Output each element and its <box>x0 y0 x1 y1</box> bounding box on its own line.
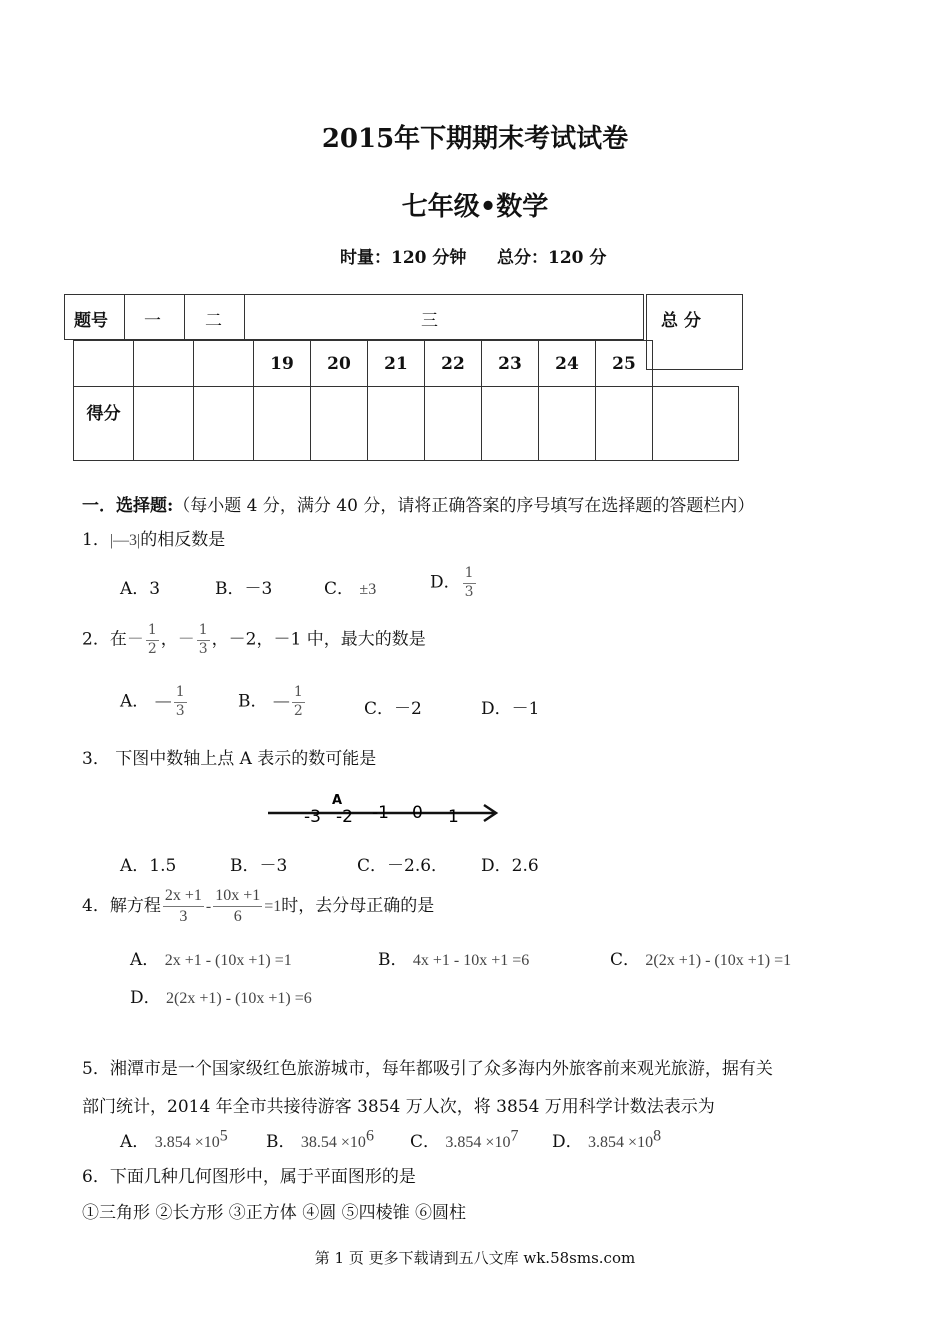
q-num: 1． <box>82 530 110 550</box>
opt-value: 2(2x +1) - (10x +1) =1 <box>645 952 792 969</box>
tick-label: -1 <box>372 803 389 823</box>
page-footer: 第 1 页 更多下载请到五八文库 wk.58sms.com <box>314 1249 636 1267</box>
opt-value: 38.54 ×10 <box>300 1134 366 1151</box>
fraction: $\frac{2x +1}{3}$ <box>164 887 202 925</box>
q2-option-a[interactable] <box>120 684 189 720</box>
question-5-line-1: 5．湘潭市是一个国家级红色旅游城市，每年都吸引了众多海内外旅客前来观光旅游，据有关 <box>82 1059 773 1079</box>
q2-option-d[interactable]: D．－1 <box>481 699 540 719</box>
q-text: 4．解方程 <box>82 896 161 916</box>
exam-subtitle: 七年级•数学 <box>401 192 549 222</box>
section-note: （每小题 4 分，满分 40 分，请将正确答案的序号填写在选择题的答题栏内） <box>173 496 755 516</box>
divider <box>184 294 185 340</box>
opt-label: C． <box>410 1132 441 1152</box>
score-table-grid <box>73 340 739 461</box>
score-entry[interactable] <box>194 387 254 461</box>
fraction: $\frac{10x +1}{6}$ <box>215 887 261 925</box>
total-score-label: 总分：120 分 <box>497 248 607 268</box>
exponent: 8 <box>653 1127 662 1145</box>
q1-option-d[interactable] <box>430 565 478 601</box>
question-5-line-2: 部门统计，2014 年全市共接待游客 3854 万人次，将 3854 万用科学计数法表示为 <box>82 1097 715 1117</box>
opt-label: D． <box>430 572 461 593</box>
score-cell <box>194 341 254 387</box>
opt-label: B． <box>238 691 268 712</box>
score-entry[interactable] <box>311 387 368 461</box>
opt-value: 3.854 ×10 <box>588 1134 654 1151</box>
score-table-col-1: 一 <box>144 311 161 331</box>
divider <box>124 294 125 340</box>
score-row-label: 得分 <box>74 387 134 461</box>
section-title: 一．选择题: <box>82 496 174 516</box>
tick-label: -2 <box>336 807 353 827</box>
score-table-total-label: 总 分 <box>661 311 701 331</box>
question-6-stem: 6．下面几种几何图形中，属于平面图形的是 <box>82 1167 416 1187</box>
q-text: ，－2，－1 中，最大的数是 <box>211 629 426 650</box>
q5-option-a[interactable] <box>120 1127 228 1152</box>
question-number-23: 23 <box>482 341 539 387</box>
q5-option-c[interactable] <box>410 1127 518 1152</box>
opt-value: ±3 <box>359 581 377 598</box>
question-number-22: 22 <box>425 341 482 387</box>
exponent: 7 <box>510 1127 519 1145</box>
question-3-stem: 3． 下图中数轴上点 A 表示的数可能是 <box>82 749 377 769</box>
score-table-col-3: 三 <box>421 311 438 331</box>
score-entry[interactable] <box>596 387 653 461</box>
opt-label: A． <box>120 1132 150 1152</box>
score-entry[interactable] <box>539 387 596 461</box>
fraction: $\frac{1}{3}$ <box>464 565 474 600</box>
question-6-items: ①三角形 ②长方形 ③正方体 ④圆 ⑤四棱锥 ⑥圆柱 <box>82 1203 467 1223</box>
fraction: $\frac{1}{3}$ <box>175 684 185 719</box>
q4-option-d[interactable] <box>130 983 312 1008</box>
question-1-stem <box>82 525 225 550</box>
number-line-figure <box>262 786 512 828</box>
q5-option-d[interactable] <box>552 1127 661 1152</box>
tick-label: 1 <box>448 807 459 827</box>
sign: － <box>126 629 144 650</box>
question-number-24: 24 <box>539 341 596 387</box>
point-a-label: A <box>332 793 343 808</box>
opt-value: 2(2x +1) - (10x +1) =6 <box>166 990 312 1007</box>
question-number-19: 19 <box>254 341 311 387</box>
score-entry-total[interactable] <box>653 387 739 461</box>
question-2-stem <box>82 622 426 658</box>
sign: — <box>272 691 290 712</box>
opt-label: D． <box>130 988 161 1008</box>
equals: =1 <box>264 898 282 915</box>
opt-label: C． <box>324 579 355 599</box>
q3-option-c[interactable]: C．－2.6． <box>357 856 449 876</box>
score-entry[interactable] <box>134 387 194 461</box>
exponent: 6 <box>365 1127 374 1145</box>
q1-option-c[interactable] <box>324 574 376 599</box>
opt-label: A． <box>130 950 160 970</box>
score-cell <box>134 341 194 387</box>
sign: － <box>177 629 195 650</box>
opt-label: C． <box>610 950 641 970</box>
q3-option-b[interactable]: B．－3 <box>230 856 288 876</box>
opt-value: 4x +1 - 10x +1 =6 <box>412 952 530 969</box>
q-text: 时，去分母正确的是 <box>281 896 435 916</box>
q4-option-a[interactable] <box>130 945 292 970</box>
opt-value: 3.854 ×10 <box>154 1134 220 1151</box>
exponent: 5 <box>219 1127 228 1145</box>
opt-label: D． <box>552 1132 583 1152</box>
q5-option-b[interactable] <box>266 1127 374 1152</box>
score-cell-empty <box>653 341 739 387</box>
score-table-label-tihao: 题号 <box>74 311 108 331</box>
exam-title: 2015年下期期末考试试卷 <box>321 124 629 154</box>
q-text: 2．在 <box>82 629 127 650</box>
q1-option-a[interactable]: A．3 <box>120 579 161 599</box>
score-entry[interactable] <box>368 387 425 461</box>
q2-option-b[interactable] <box>238 684 307 720</box>
tick-label: -3 <box>304 807 321 827</box>
opt-label: A． <box>120 691 150 712</box>
minus: - <box>205 898 212 915</box>
q4-option-c[interactable] <box>610 945 791 970</box>
score-cell <box>74 341 134 387</box>
question-4-stem <box>82 886 434 927</box>
q3-option-a[interactable]: A．1.5 <box>120 856 177 876</box>
q1-option-b[interactable]: B．－3 <box>215 579 273 599</box>
section-heading <box>82 491 754 516</box>
fraction: $\frac{1}{2}$ <box>293 684 303 719</box>
fraction: $\frac{1}{2}$ <box>147 622 157 657</box>
time-label: 时量：120 分钟 <box>340 248 467 268</box>
q4-option-b[interactable] <box>378 945 529 970</box>
q3-option-d[interactable]: D．2.6 <box>481 856 539 876</box>
question-number-21: 21 <box>368 341 425 387</box>
opt-value: 3.854 ×10 <box>445 1134 511 1151</box>
q2-option-c[interactable]: C．－2 <box>364 699 422 719</box>
score-entry[interactable] <box>254 387 311 461</box>
abs-expression: |—3| <box>109 532 141 549</box>
score-entry[interactable] <box>425 387 482 461</box>
tick-label: 0 <box>412 803 423 823</box>
opt-label: B． <box>266 1132 296 1152</box>
opt-value: 2x +1 - (10x +1) =1 <box>164 952 292 969</box>
score-table-col-2: 二 <box>205 311 222 331</box>
question-number-25: 25 <box>596 341 653 387</box>
sign: — <box>154 691 172 712</box>
fraction: $\frac{1}{3}$ <box>198 622 208 657</box>
question-number-20: 20 <box>311 341 368 387</box>
opt-label: B． <box>378 950 408 970</box>
divider <box>244 294 245 340</box>
score-entry[interactable] <box>482 387 539 461</box>
q-text: 的相反数是 <box>140 530 226 550</box>
sep: ， <box>160 629 178 650</box>
